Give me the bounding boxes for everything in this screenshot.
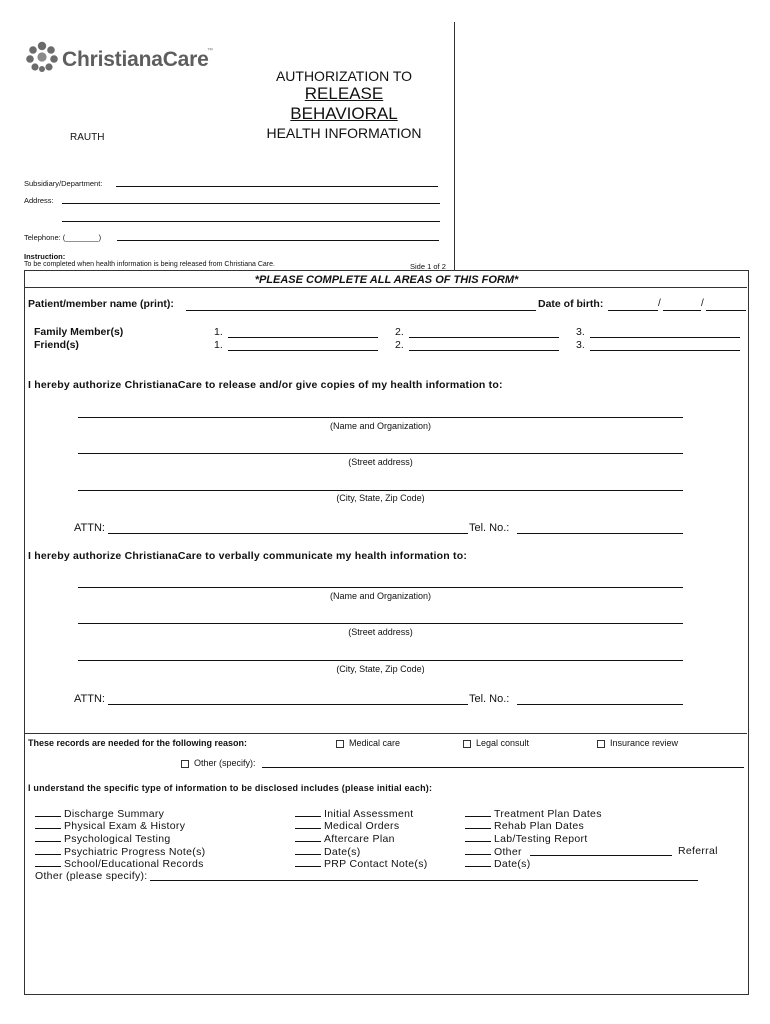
insurance-review-label: Insurance review xyxy=(610,738,679,748)
initial-blank[interactable] xyxy=(465,832,491,842)
verbal-city-caption: (City, State, Zip Code) xyxy=(336,664,425,674)
type-label: Treatment Plan Dates xyxy=(494,808,602,820)
type-label: Discharge Summary xyxy=(64,808,165,820)
type-label: Psychiatric Progress Note(s) xyxy=(64,846,206,858)
type-label: PRP Contact Note(s) xyxy=(324,858,428,870)
brand-name: ChristianaCare xyxy=(62,48,209,71)
friends-label: Friend(s) xyxy=(34,339,79,351)
type-lab-testing[interactable] xyxy=(465,832,588,845)
type-prp-contact[interactable] xyxy=(295,857,428,870)
friend-1-field[interactable] xyxy=(228,350,378,351)
type-referral-label: Referral xyxy=(678,845,718,857)
release-street-field[interactable] xyxy=(78,453,683,454)
title-line-3: BEHAVIORAL xyxy=(290,104,398,123)
release-tel-label: Tel. No.: xyxy=(469,522,510,534)
legal-consult-label: Legal consult xyxy=(476,738,530,748)
legal-consult-checkbox[interactable] xyxy=(463,740,471,748)
title-line-2: RELEASE xyxy=(304,84,384,103)
release-attn-label: ATTN: xyxy=(74,522,105,534)
dob-separator-2: / xyxy=(701,298,704,309)
type-physical-exam[interactable] xyxy=(35,819,185,832)
verbal-attn-label: ATTN: xyxy=(74,693,105,705)
verbal-name-caption: (Name and Organization) xyxy=(329,591,432,601)
type-label: Initial Assessment xyxy=(324,808,414,820)
address-field-2[interactable] xyxy=(62,221,440,222)
type-label: School/Educational Records xyxy=(64,858,204,870)
family-3-field[interactable] xyxy=(590,337,740,338)
trademark: ™ xyxy=(207,48,213,54)
type-school-records[interactable] xyxy=(35,857,204,870)
form-title xyxy=(244,68,444,141)
reason-label: These records are needed for the following reason: xyxy=(28,738,248,748)
reason-medical-care[interactable] xyxy=(336,738,400,748)
release-name-caption: (Name and Organization) xyxy=(329,421,432,431)
initial-blank[interactable] xyxy=(295,807,321,817)
other-specify-field[interactable] xyxy=(150,880,698,881)
family-2-field[interactable] xyxy=(409,337,559,338)
type-other-field[interactable] xyxy=(530,855,672,856)
initial-blank[interactable] xyxy=(35,819,61,829)
dob-year-field[interactable] xyxy=(706,310,746,311)
family-1-number: 1. xyxy=(214,326,223,338)
initial-blank[interactable] xyxy=(465,819,491,829)
initial-blank[interactable] xyxy=(35,857,61,867)
initial-blank[interactable] xyxy=(465,845,491,855)
telephone-field[interactable] xyxy=(117,240,439,241)
address-label: Address: xyxy=(24,196,54,205)
logo xyxy=(24,40,214,76)
complete-all-banner: *PLEASE COMPLETE ALL AREAS OF THIS FORM* xyxy=(254,274,519,286)
address-field-1[interactable] xyxy=(62,203,440,204)
type-label: Medical Orders xyxy=(324,820,400,832)
release-street-caption: (Street address) xyxy=(348,457,413,467)
insurance-review-checkbox[interactable] xyxy=(597,740,605,748)
title-line-4: HEALTH INFORMATION xyxy=(266,125,422,141)
type-label: Rehab Plan Dates xyxy=(494,820,585,832)
initial-blank[interactable] xyxy=(35,845,61,855)
family-1-field[interactable] xyxy=(228,337,378,338)
release-attn-field[interactable] xyxy=(108,533,468,534)
dob-day-field[interactable] xyxy=(663,310,701,311)
initial-blank[interactable] xyxy=(35,832,61,842)
telephone-label: Telephone: (________) xyxy=(24,233,102,242)
release-city-field[interactable] xyxy=(78,490,683,491)
initial-blank[interactable] xyxy=(465,857,491,867)
verbal-street-caption: (Street address) xyxy=(348,627,413,637)
family-members-label: Family Member(s) xyxy=(34,326,124,338)
family-3-number: 3. xyxy=(576,326,585,338)
dob-separator-1: / xyxy=(658,298,661,309)
type-label: Date(s) xyxy=(494,858,531,870)
verbal-city-field[interactable] xyxy=(78,660,683,661)
other-specify-label: Other (please specify): xyxy=(35,870,148,882)
christianacare-logo-icon xyxy=(24,40,60,74)
dob-month-field[interactable] xyxy=(608,310,658,311)
type-medical-orders[interactable] xyxy=(295,819,399,832)
type-aftercare-plan[interactable] xyxy=(295,832,395,845)
side-indicator: Side 1 of 2 xyxy=(410,262,446,271)
instruction-label: Instruction: xyxy=(24,252,66,261)
type-psychological-testing[interactable] xyxy=(35,832,171,845)
subsidiary-label: Subsidiary/Department: xyxy=(24,179,103,188)
title-line-1: AUTHORIZATION TO xyxy=(275,68,413,84)
verbal-tel-field[interactable] xyxy=(517,704,683,705)
type-label: Lab/Testing Report xyxy=(494,833,588,845)
reason-legal-consult[interactable] xyxy=(463,738,529,748)
verbal-heading: I hereby authorize ChristianaCare to verbally communicate my health information to: xyxy=(28,550,468,562)
initial-blank[interactable] xyxy=(295,857,321,867)
header-divider xyxy=(454,22,455,270)
release-tel-field[interactable] xyxy=(517,533,683,534)
reason-insurance-review[interactable] xyxy=(597,738,678,748)
type-label: Other xyxy=(494,846,522,858)
initial-blank[interactable] xyxy=(465,807,491,817)
release-heading: I hereby authorize ChristianaCare to release and/or give copies of my health information to: xyxy=(28,379,503,391)
family-2-number: 2. xyxy=(395,326,404,338)
friend-2-field[interactable] xyxy=(409,350,559,351)
type-label: Date(s) xyxy=(324,846,361,858)
dob-label: Date of birth: xyxy=(538,298,604,310)
instruction-text: To be completed when health information is being released from Christiana Care. xyxy=(24,261,275,268)
verbal-name-field[interactable] xyxy=(78,587,683,588)
verbal-tel-label: Tel. No.: xyxy=(469,693,510,705)
subsidiary-field[interactable] xyxy=(116,186,438,187)
medical-care-checkbox[interactable] xyxy=(336,740,344,748)
patient-name-label: Patient/member name (print): xyxy=(28,298,174,310)
verbal-street-field[interactable] xyxy=(78,623,683,624)
type-label: Physical Exam & History xyxy=(64,820,186,832)
initial-blank[interactable] xyxy=(295,845,321,855)
types-heading: I understand the specific type of information to be disclosed includes (please initial each): xyxy=(28,783,433,793)
other-reason-field[interactable] xyxy=(262,767,744,768)
release-city-caption: (City, State, Zip Code) xyxy=(336,493,425,503)
reason-other[interactable] xyxy=(181,758,256,768)
other-reason-checkbox[interactable] xyxy=(181,760,189,768)
friend-2-number: 2. xyxy=(395,339,404,351)
type-label: Psychological Testing xyxy=(64,833,171,845)
type-dates-col3[interactable] xyxy=(465,857,531,870)
release-name-field[interactable] xyxy=(78,417,683,418)
initial-blank[interactable] xyxy=(295,832,321,842)
initial-blank[interactable] xyxy=(35,807,61,817)
medical-care-label: Medical care xyxy=(349,738,401,748)
form-code: RAUTH xyxy=(70,132,105,143)
friend-3-field[interactable] xyxy=(590,350,740,351)
verbal-attn-field[interactable] xyxy=(108,704,468,705)
reason-separator xyxy=(25,733,747,734)
patient-name-field[interactable] xyxy=(186,310,536,311)
banner-separator xyxy=(25,287,747,288)
friend-3-number: 3. xyxy=(576,339,585,351)
other-reason-label: Other (specify): xyxy=(194,758,256,768)
type-rehab-plan-dates[interactable] xyxy=(465,819,584,832)
initial-blank[interactable] xyxy=(295,819,321,829)
friend-1-number: 1. xyxy=(214,339,223,351)
type-label: Aftercare Plan xyxy=(324,833,395,845)
